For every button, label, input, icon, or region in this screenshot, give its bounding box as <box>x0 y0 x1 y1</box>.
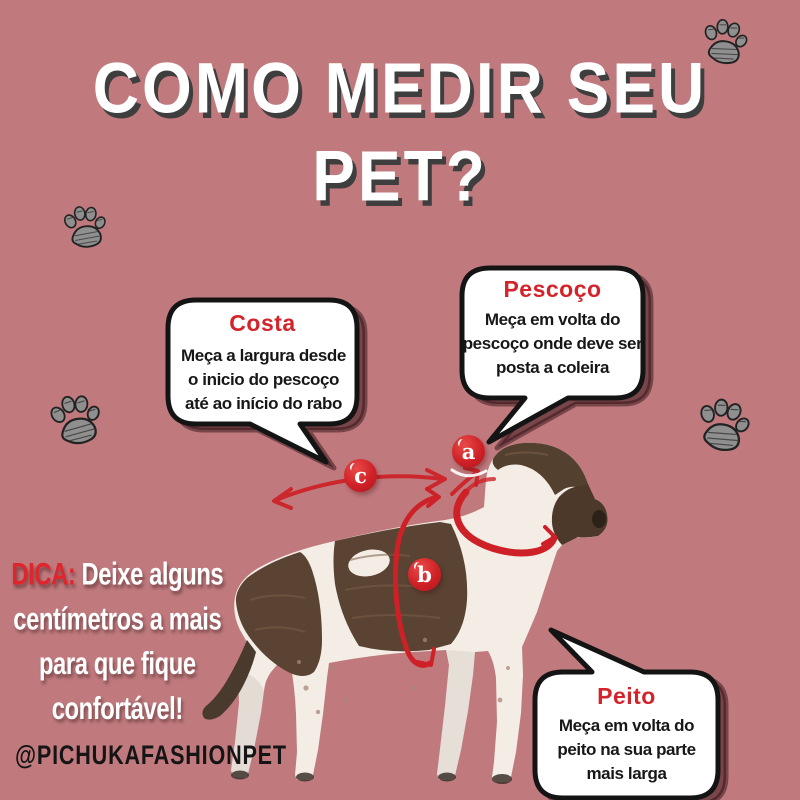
bubble-peito-title: Peito <box>597 683 656 709</box>
page-title-line2: PET? <box>312 135 488 217</box>
bubble-costa-body: Meça a largura desde o inicio do pescoço até ao início do rabo <box>181 346 346 413</box>
page-title-line1: COMO MEDIR SEU <box>92 47 708 129</box>
page-title <box>0 47 800 217</box>
bubble-costa-title: Costa <box>229 310 296 336</box>
marker-c: c <box>344 459 377 492</box>
social-handle: @PICHUKAFASHIONPET <box>15 740 287 770</box>
paw-print-icon <box>693 395 754 453</box>
marker-a: a <box>452 435 485 468</box>
bubble-pescoco-title: Pescoço <box>503 276 602 302</box>
marker-b: b <box>408 558 441 591</box>
dog-nose <box>592 510 606 528</box>
tip-label: DICA: <box>11 556 76 592</box>
tip-text: DICA: Deixe alguns centímetros a mais para que fique confortável! <box>11 556 224 726</box>
bubble-pescoco-body: Meça em volta do pescoço onde deve ser posta a coleira <box>462 310 643 377</box>
bubble-peito-body: Meça em volta do peito na sua parte mais larga <box>557 716 696 783</box>
paw-print-icon <box>47 391 106 448</box>
